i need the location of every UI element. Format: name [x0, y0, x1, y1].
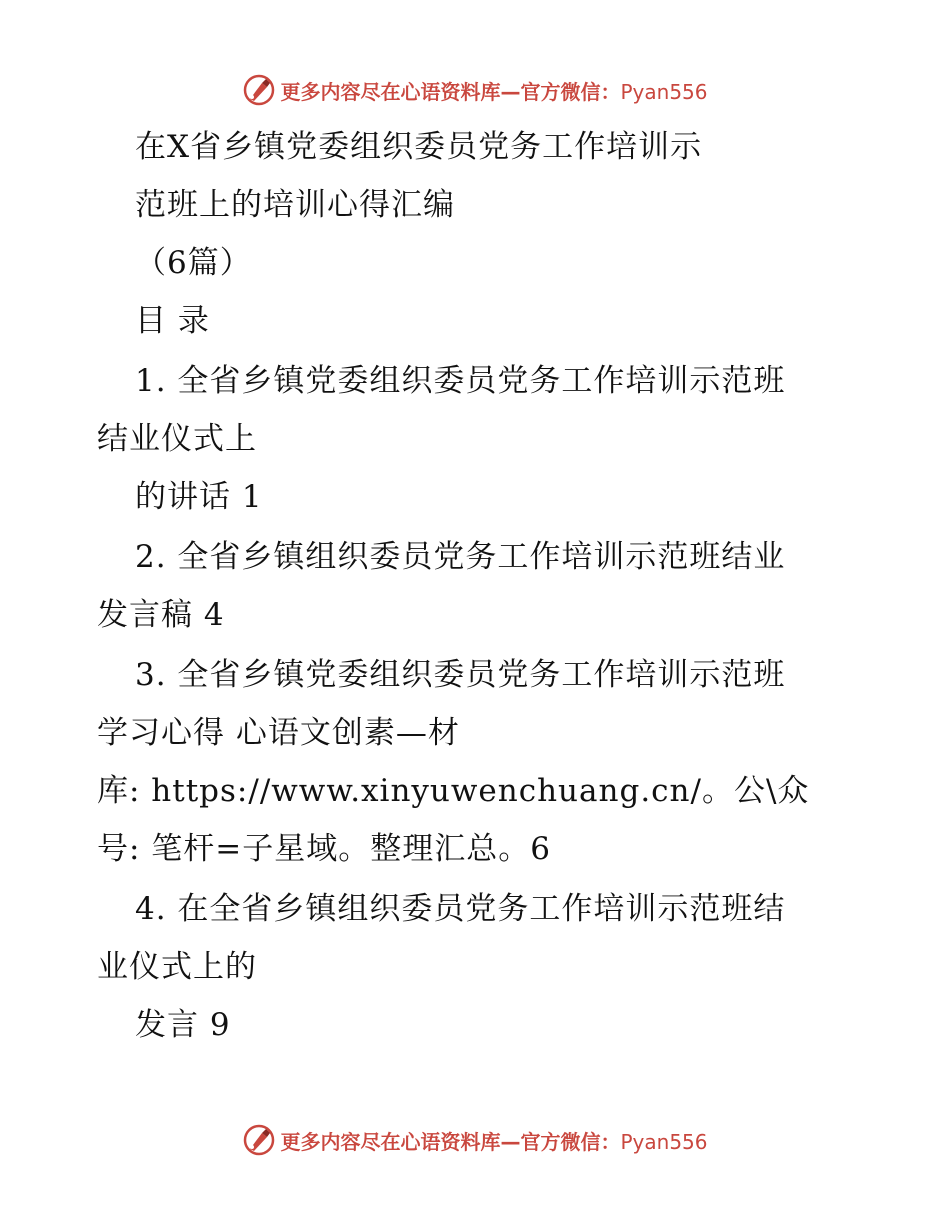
- toc-item-2-line-1: 2. 全省乡镇组织委员党务工作培训示范班结业: [135, 539, 786, 575]
- header-banner: [0, 70, 950, 110]
- toc-item-2-line-2: 发言稿 4: [97, 597, 225, 633]
- doc-title-line-1: 在X省乡镇党委组织委员党务工作培训示: [135, 129, 703, 165]
- toc-item-3-line-4: 号: 笔杆=子星域。整理汇总。6: [97, 831, 551, 867]
- toc-item-4-line-2: 业仪式上的: [97, 949, 257, 985]
- toc-item-3-line-2: 学习心得 心语文创素—材: [97, 715, 460, 751]
- toc-item-3-line-3: 库: https://www.xinyuwenchuang.cn/。公\众: [97, 773, 810, 809]
- banner-text: 更多内容尽在心语资料库—官方微信：Pyan556: [280, 79, 708, 104]
- toc-item-4-line-3: 发言 9: [135, 1007, 231, 1043]
- banner-text: 更多内容尽在心语资料库—官方微信：Pyan556: [280, 1129, 708, 1154]
- pen-logo-icon: [242, 73, 276, 107]
- toc-item-1-line-3: 的讲话 1: [135, 479, 263, 515]
- toc-item-4-line-1: 4. 在全省乡镇组织委员党务工作培训示范班结: [135, 891, 786, 927]
- doc-title-line-2: 范班上的培训心得汇编: [135, 187, 455, 223]
- doc-subtitle: （6篇）: [135, 245, 252, 281]
- toc-item-1-line-2: 结业仪式上: [97, 421, 257, 457]
- footer-banner: [0, 1120, 950, 1160]
- toc-item-3-line-1: 3. 全省乡镇党委组织委员党务工作培训示范班: [135, 657, 786, 693]
- toc-item-1-line-1: 1. 全省乡镇党委组织委员党务工作培训示范班: [135, 363, 786, 399]
- toc-heading: 目 录: [135, 303, 210, 339]
- pen-logo-icon: [242, 1123, 276, 1157]
